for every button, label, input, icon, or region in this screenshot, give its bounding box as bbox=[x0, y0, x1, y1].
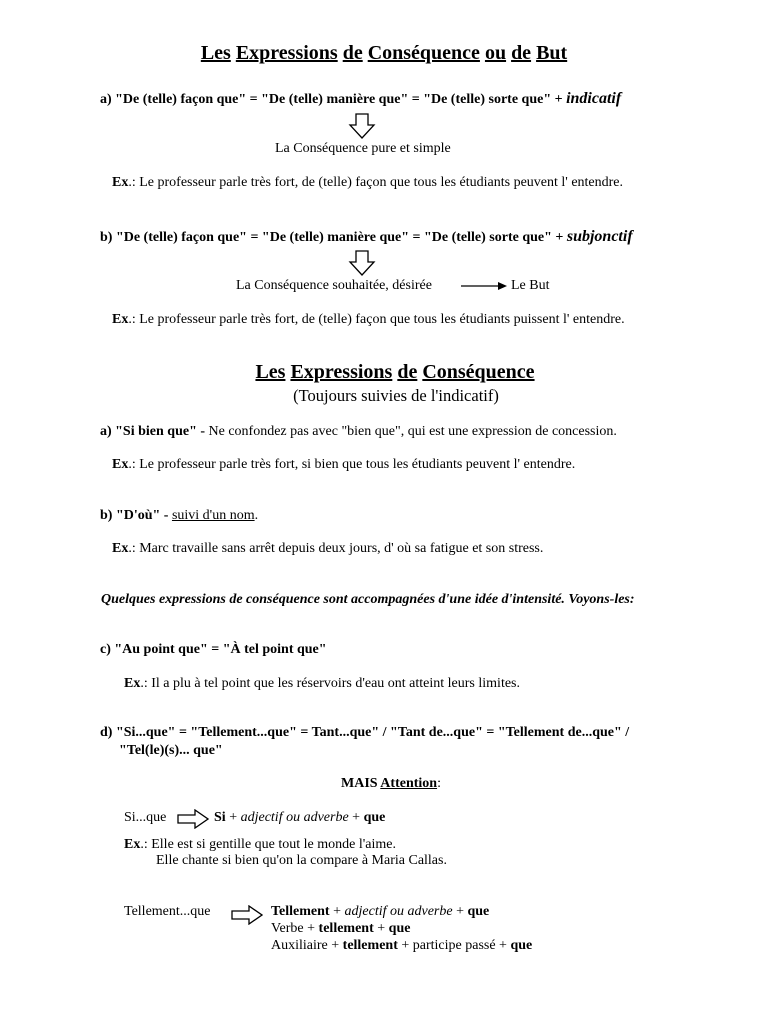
section-a-label: a) "De (telle) façon que" = "De (telle) manière que" = "De (telle) sorte que" + bbox=[100, 92, 567, 107]
cons-a-label: a) "Si bien que" - bbox=[100, 424, 209, 439]
title-word: de bbox=[511, 42, 532, 64]
arrow-right-icon bbox=[460, 280, 508, 292]
example-label: Ex bbox=[112, 175, 129, 190]
example-label: Ex bbox=[112, 541, 129, 556]
intensity-note: Quelques expressions de conséquence sont accompagnées d'une idée d'intensité. Voyons-les: bbox=[101, 592, 635, 607]
attention-heading bbox=[341, 776, 441, 792]
tellement-que: que bbox=[388, 921, 411, 936]
attention-mais: MAIS bbox=[341, 776, 381, 791]
title-word: Conséquence bbox=[422, 361, 535, 383]
tellement-rule-line2 bbox=[271, 921, 410, 937]
example-text: .: Le professeur parle très fort, de (telle) façon que tous les étudiants peuvent l' entendre. bbox=[128, 175, 624, 190]
si-adjective: adjectif ou adverbe bbox=[240, 810, 349, 825]
cons-b-text: suivi d'un nom bbox=[171, 508, 255, 523]
plus-sign: + bbox=[452, 904, 468, 919]
si-que: que bbox=[363, 810, 386, 825]
title-word: Expressions bbox=[290, 361, 393, 383]
section-a-example bbox=[112, 175, 623, 191]
cons-a-example bbox=[112, 457, 575, 473]
title-word: Les bbox=[200, 42, 231, 64]
participe-text: + participe passé + bbox=[397, 938, 511, 953]
auxiliaire-text: Auxiliaire + bbox=[271, 938, 343, 953]
example-text: .: Elle est si gentille que tout le monde l'aime. bbox=[140, 837, 396, 852]
tellement-keyword: Tellement bbox=[271, 904, 330, 919]
title-word: de bbox=[342, 42, 363, 64]
cons-b-example bbox=[112, 541, 543, 557]
title-word: Conséquence bbox=[367, 42, 480, 64]
main-title bbox=[0, 42, 768, 65]
plus-sign: + bbox=[373, 921, 389, 936]
si-rule-left: Si...que bbox=[124, 810, 167, 825]
section-b-label: b) "De (telle) façon que" = "De (telle) manière que" = "De (telle) sorte que" + bbox=[100, 230, 567, 245]
title-word: Les bbox=[255, 361, 286, 383]
tellement-adjective: adjectif ou adverbe bbox=[344, 904, 453, 919]
si-rule-example-line2: Elle chante si bien qu'on la compare à Maria Callas. bbox=[156, 853, 447, 868]
si-keyword: Si bbox=[214, 810, 226, 825]
section-b-mode: subjonctif bbox=[566, 228, 633, 245]
tellement-que: que bbox=[510, 938, 533, 953]
title-word: de bbox=[397, 361, 418, 383]
example-text: .: Le professeur parle très fort, de (telle) façon que tous les étudiants puissent l' entendre. bbox=[128, 312, 625, 327]
attention-colon: : bbox=[437, 776, 441, 791]
arrow-right-icon bbox=[231, 905, 263, 925]
cons-d-heading-line2: "Tel(le)(s)... que" bbox=[119, 743, 223, 758]
tellement-keyword: tellement bbox=[318, 921, 374, 936]
example-label: Ex bbox=[124, 837, 141, 852]
section-b-note-target: Le But bbox=[511, 278, 550, 293]
cons-b-period: . bbox=[254, 508, 259, 523]
cons-b-heading bbox=[100, 508, 258, 524]
plus-sign: + bbox=[225, 810, 241, 825]
cons-d-heading-line1: d) "Si...que" = "Tellement...que" = Tant...que" / "Tant de...que" = "Tellement de...que" / bbox=[100, 725, 630, 740]
verbe-text: Verbe + bbox=[271, 921, 319, 936]
section-a-mode: indicatif bbox=[566, 90, 622, 107]
title-word: Expressions bbox=[235, 42, 338, 64]
title-word: But bbox=[536, 42, 568, 64]
arrow-right-icon bbox=[177, 809, 209, 829]
section-b-heading bbox=[100, 228, 633, 246]
example-label: Ex bbox=[112, 312, 129, 327]
example-text: .: Le professeur parle très fort, si bien que tous les étudiants peuvent l' entendre. bbox=[128, 457, 576, 472]
cons-c-example bbox=[124, 676, 520, 692]
second-title bbox=[0, 361, 768, 384]
section-b-example bbox=[112, 312, 625, 328]
cons-a-text: Ne confondez pas avec "bien que", qui est une expression de concession. bbox=[208, 424, 617, 439]
plus-sign: + bbox=[348, 810, 364, 825]
si-rule-example-line1 bbox=[124, 837, 396, 853]
cons-b-label: b) "D'où" - bbox=[100, 508, 172, 523]
arrow-down-icon bbox=[348, 250, 376, 276]
example-label: Ex bbox=[124, 676, 141, 691]
section-b-note bbox=[236, 278, 432, 294]
tellement-que: que bbox=[467, 904, 490, 919]
tellement-rule-left: Tellement...que bbox=[124, 904, 211, 919]
cons-a-heading bbox=[100, 424, 617, 440]
cons-c-heading: c) "Au point que" = "À tel point que" bbox=[100, 642, 327, 657]
section-a-heading bbox=[100, 90, 621, 108]
title-word: ou bbox=[484, 42, 507, 64]
tellement-rule-line1 bbox=[271, 904, 489, 920]
example-text: .: Marc travaille sans arrêt depuis deux jours, d' où sa fatigue et son stress. bbox=[128, 541, 544, 556]
arrow-down-icon bbox=[348, 113, 376, 139]
plus-sign: + bbox=[329, 904, 345, 919]
section-b-note-text: La Conséquence souhaitée, désirée bbox=[236, 278, 432, 293]
tellement-keyword: tellement bbox=[342, 938, 398, 953]
si-rule-right bbox=[214, 810, 385, 826]
section-a-note: La Conséquence pure et simple bbox=[275, 141, 451, 156]
example-label: Ex bbox=[112, 457, 129, 472]
tellement-rule-line3 bbox=[271, 938, 532, 954]
second-subtitle: (Toujours suivies de l'indicatif) bbox=[293, 386, 499, 405]
example-text: .: Il a plu à tel point que les réservoirs d'eau ont atteint leurs limites. bbox=[140, 676, 520, 691]
attention-word: Attention bbox=[380, 776, 438, 791]
